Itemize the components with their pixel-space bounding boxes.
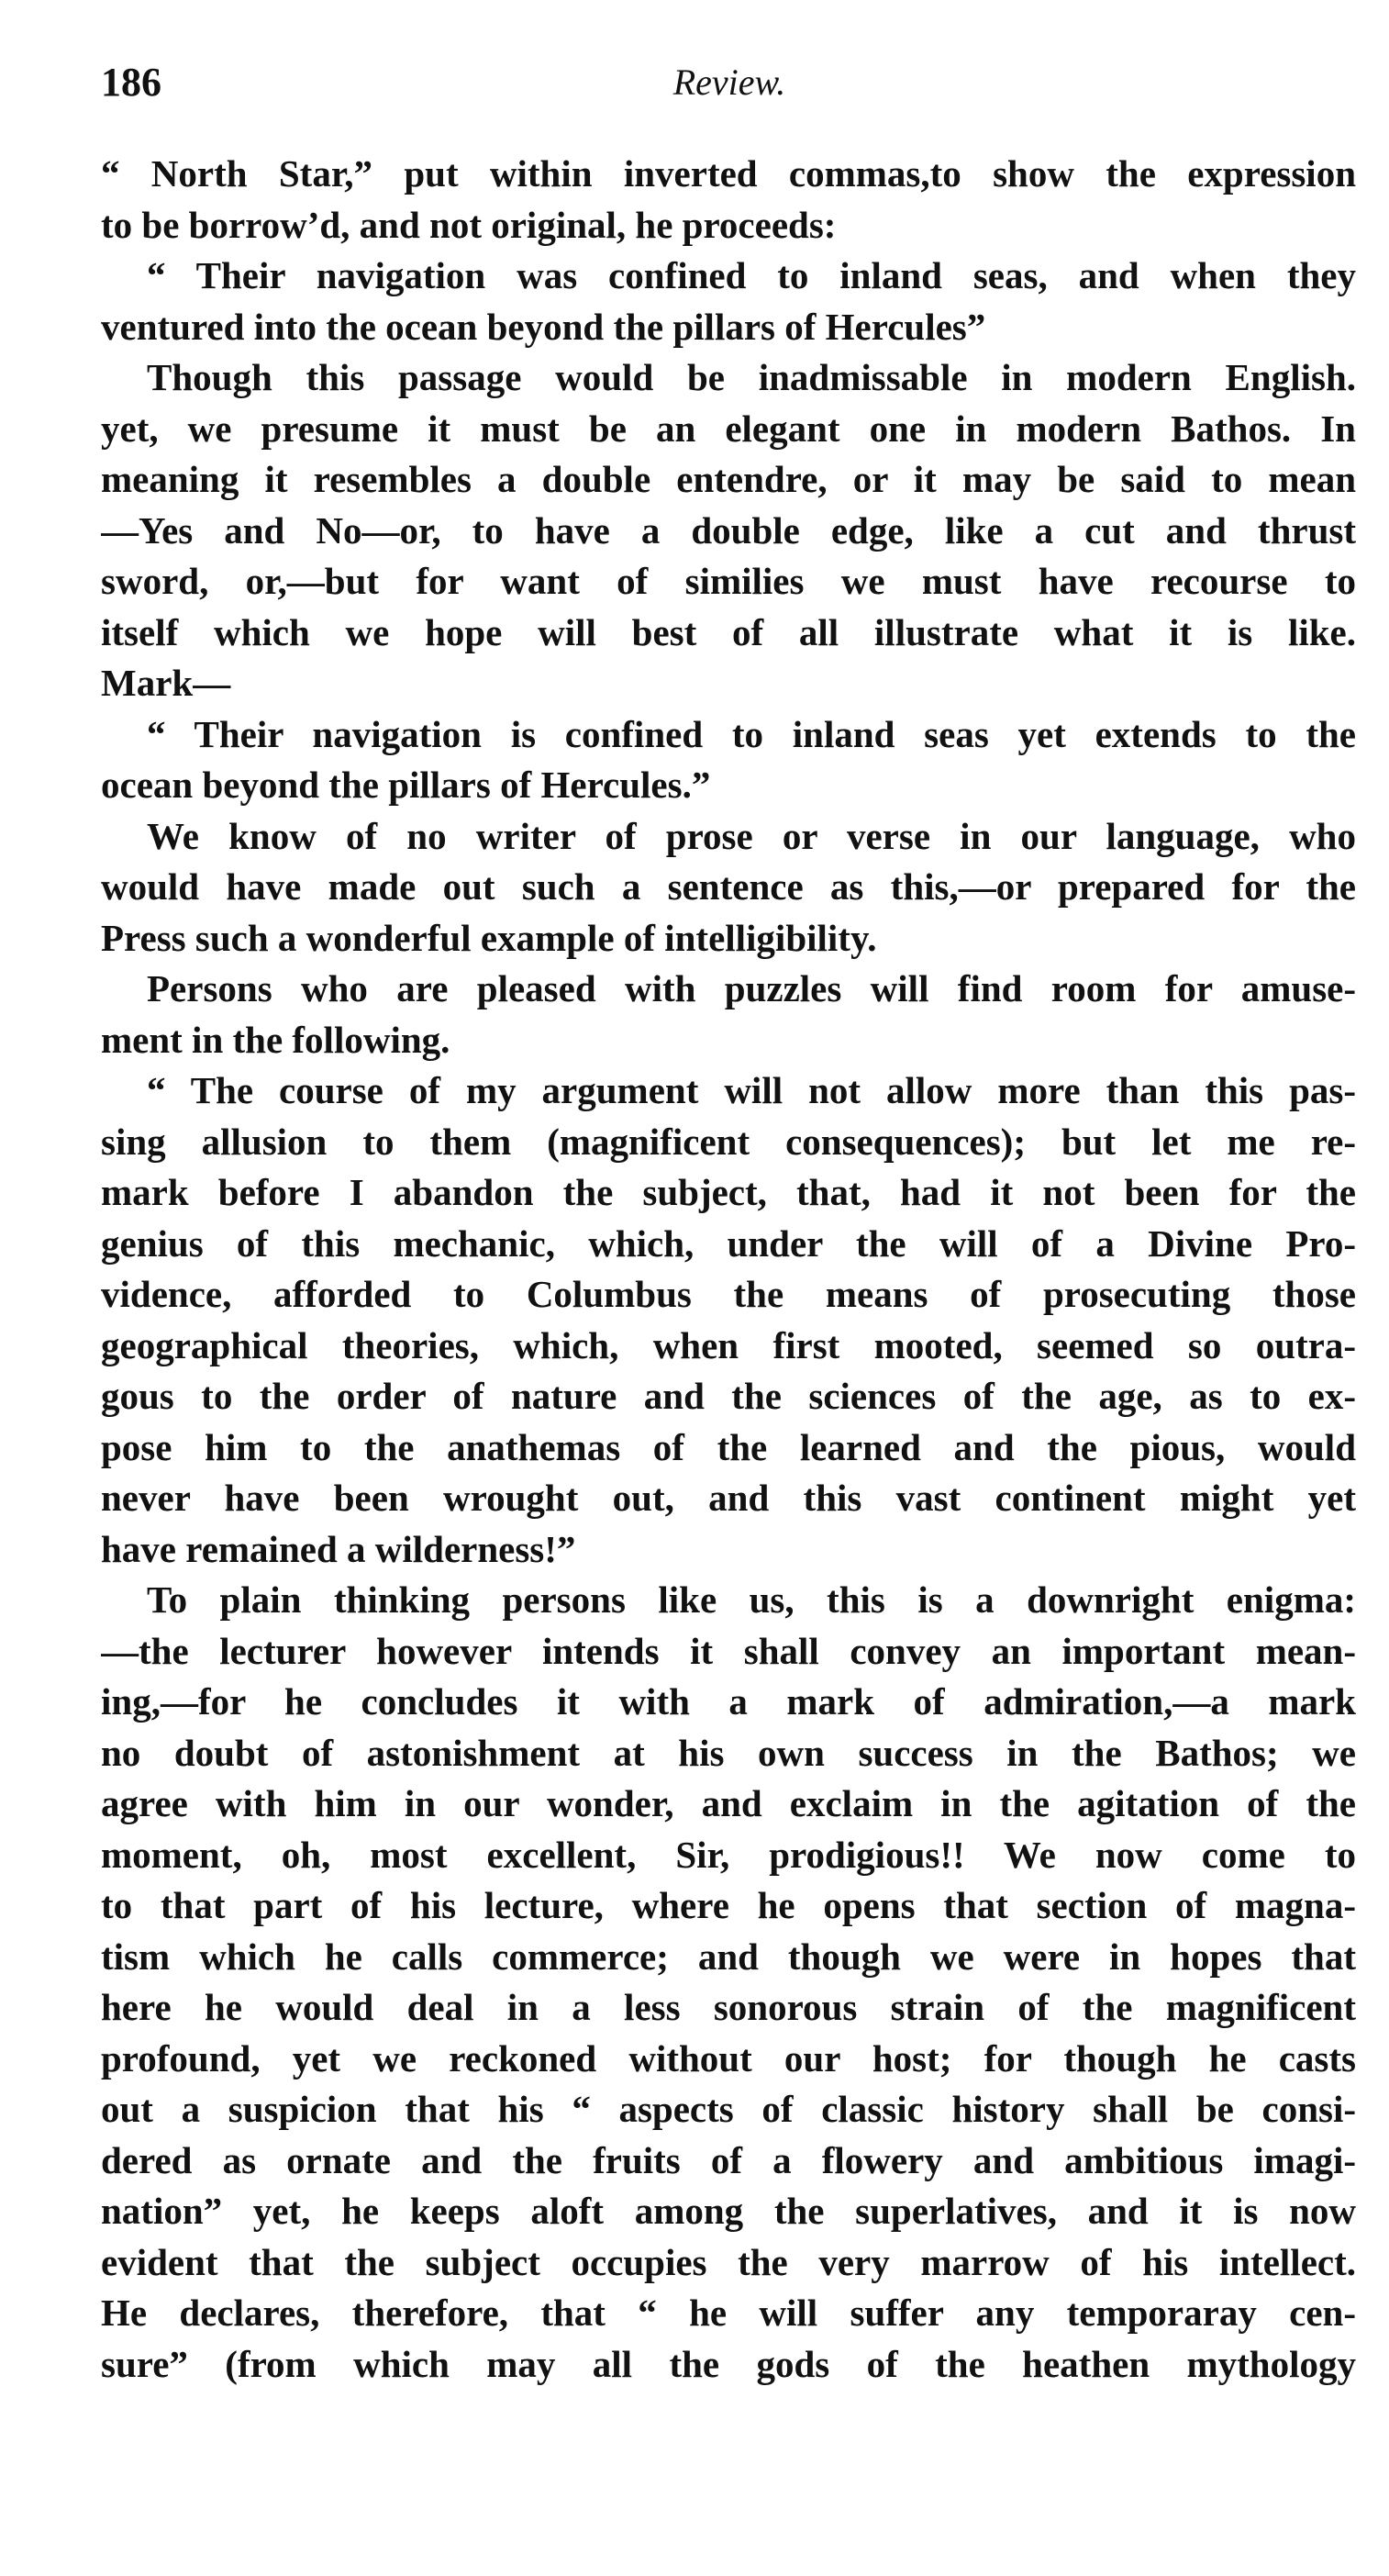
text-line: gous to the order of nature and the sciences of the age, as to ex- bbox=[101, 1375, 1356, 1417]
text-line: have remained a wilderness!” bbox=[101, 1527, 576, 1570]
text-line: “ Their navigation is confined to inland seas yet extends to the bbox=[147, 712, 1356, 755]
text-line: geographical theories, which, when first mooted, seemed so outra- bbox=[101, 1323, 1356, 1366]
text-line: “ Their navigation was confined to inland seas, and when they bbox=[147, 254, 1356, 296]
text-line: would have made out such a sentence as this,—or prepared for the bbox=[101, 865, 1356, 908]
text-line: here he would deal in a less sonorous strain of the magnificent bbox=[101, 1986, 1356, 2028]
text-line: tism which he calls commerce; and though we were in hopes that bbox=[101, 1935, 1356, 1978]
text-line: genius of this mechanic, which, under the will of a Divine Pro- bbox=[101, 1221, 1356, 1265]
text-line: To plain thinking persons like us, this is a downright enigma: bbox=[147, 1578, 1356, 1621]
text-line: profound, yet we reckoned without our host; for though he casts bbox=[101, 2036, 1356, 2080]
text-line: never have been wrought out, and this vast continent might yet bbox=[101, 1477, 1356, 1519]
text-line: Persons who are pleased with puzzles will find room for amuse- bbox=[147, 967, 1356, 1009]
text-line: nation” yet, he keeps aloft among the superlatives, and it is now bbox=[101, 2190, 1356, 2232]
text-line: sure” (from which may all the gods of the heathen mythology bbox=[101, 2342, 1356, 2385]
text-line: ventured into the ocean beyond the pillars of Hercules” bbox=[101, 305, 986, 348]
text-line: —Yes and No—or, to have a double edge, like a cut and thrust bbox=[101, 508, 1356, 552]
text-line: ing,—for he concludes it with a mark of admiration,—a mark bbox=[101, 1680, 1356, 1723]
text-line: pose him to the anathemas of the learned and the pious, would bbox=[101, 1425, 1356, 1468]
text-line: We know of no writer of prose or verse in our language, who bbox=[147, 814, 1356, 857]
text-line: Press such a wonderful example of intelligibility. bbox=[101, 916, 877, 959]
text-line: “ The course of my argument will not allow more than this pas- bbox=[147, 1069, 1356, 1111]
text-line: ocean beyond the pillars of Hercules.” bbox=[101, 764, 711, 806]
text-line: He declares, therefore, that “ he will suffer any temporaray cen- bbox=[101, 2292, 1356, 2334]
text-line: mark before I abandon the subject, that, had it not been for the bbox=[101, 1171, 1356, 1213]
text-line: dered as ornate and the fruits of a flowery and ambitious imagi- bbox=[101, 2138, 1356, 2181]
text-line: —the lecturer however intends it shall convey an important mean- bbox=[101, 1629, 1356, 1672]
text-line: to that part of his lecture, where he opens that section of magna- bbox=[101, 1884, 1356, 1926]
text-line: yet, we presume it must be an elegant one in modern Bathos. In bbox=[101, 407, 1356, 450]
page-header bbox=[101, 55, 1358, 110]
text-line: vidence, afforded to Columbus the means of prosecuting those bbox=[101, 1273, 1356, 1315]
text-line: sword, or,—but for want of similies we must have recourse to bbox=[101, 560, 1356, 602]
text-line: ment in the following. bbox=[101, 1018, 450, 1061]
text-line: no doubt of astonishment at his own success in the Bathos; we bbox=[101, 1731, 1356, 1774]
page-number: 186 bbox=[101, 60, 161, 105]
text-line: Though this passage would be inadmissable in modern English. bbox=[147, 356, 1356, 398]
text-line: itself which we hope will best of all illustrate what it is like. bbox=[101, 610, 1356, 653]
text-line: out a suspicion that his “ aspects of classic history shall be consi- bbox=[101, 2088, 1356, 2130]
text-line: meaning it resembles a double entendre, or it may be said to mean bbox=[101, 458, 1356, 500]
text-line: agree with him in our wonder, and exclaim in the agitation of the bbox=[101, 1782, 1356, 1824]
text-line: to be borrow’d, and not original, he proceeds: bbox=[101, 203, 837, 246]
running-head: Review. bbox=[672, 61, 786, 103]
text-line: moment, oh, most excellent, Sir, prodigious!! We now come to bbox=[101, 1833, 1356, 1876]
text-line: sing allusion to them (magnificent consequences); but let me re- bbox=[101, 1120, 1356, 1163]
text-line: evident that the subject occupies the very marrow of his intellect. bbox=[101, 2240, 1356, 2283]
text-line: Mark— bbox=[101, 662, 231, 704]
text-line: “ North Star,” put within inverted commas,to show the expression bbox=[101, 152, 1356, 195]
body-text bbox=[101, 149, 1356, 2390]
